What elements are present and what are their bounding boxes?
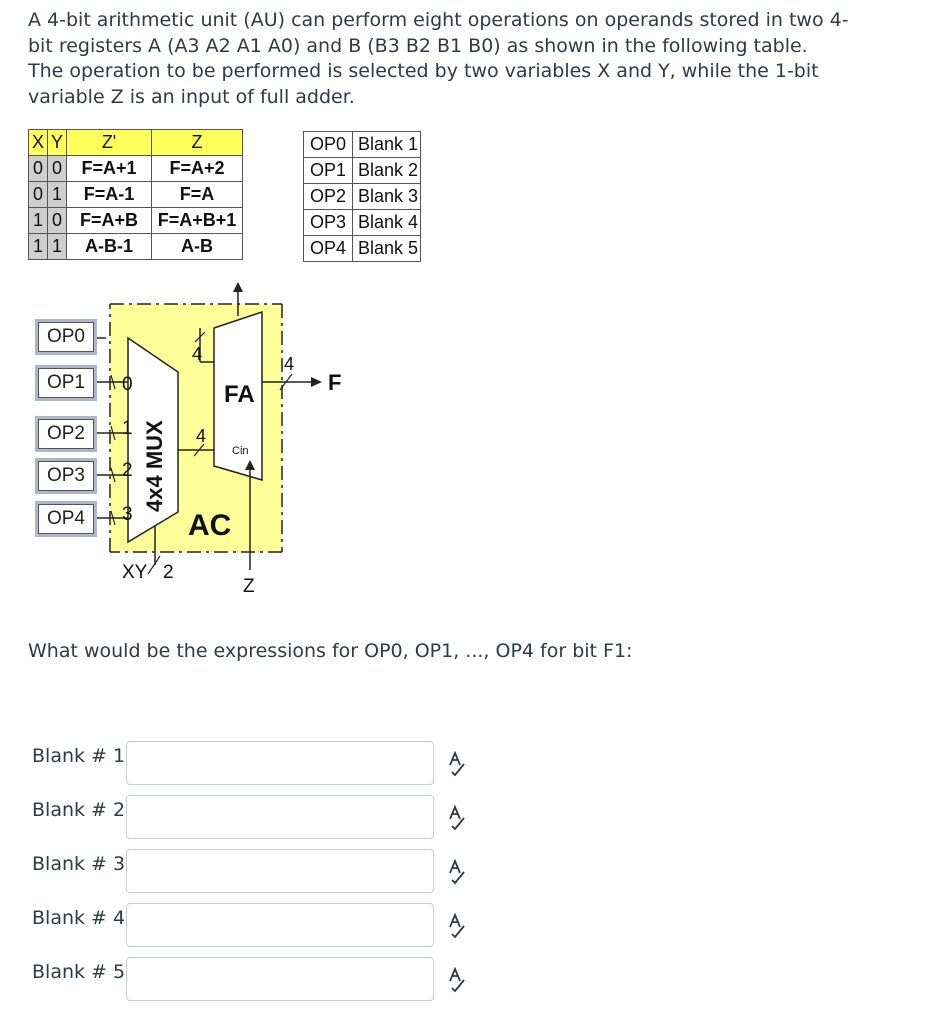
table-row xyxy=(29,234,243,260)
blank-label: Blank # 3 xyxy=(32,853,126,875)
mux-label: 4x4 MUX xyxy=(142,420,167,512)
table-cell: 1 xyxy=(29,234,48,260)
table-cell: Z xyxy=(152,130,243,156)
table-cell: OP3 xyxy=(304,210,353,236)
mux-input-3: 3 xyxy=(122,504,133,525)
table-cell: F=A+1 xyxy=(67,156,152,182)
spellcheck-icon[interactable] xyxy=(446,751,468,777)
table-row xyxy=(29,182,243,208)
blank-row-1 xyxy=(0,741,928,789)
select-tick xyxy=(148,556,160,574)
table-cell: Blank 2 xyxy=(353,158,421,184)
table-cell: 1 xyxy=(48,182,67,208)
op-box-4: OP4 xyxy=(38,504,94,534)
table-cell: 1 xyxy=(29,208,48,234)
blank-1-input[interactable] xyxy=(126,741,434,785)
bus-width-b: 4 xyxy=(196,426,207,446)
table-cell: 0 xyxy=(48,156,67,182)
output-label: F xyxy=(328,370,342,395)
table-cell: OP2 xyxy=(304,184,353,210)
table-cell: 0 xyxy=(29,156,48,182)
blank-label: Blank # 5 xyxy=(32,961,126,983)
z-label: Z xyxy=(243,576,255,597)
op-blank-table xyxy=(303,131,421,262)
table-header-row xyxy=(29,130,243,156)
mux-input-2: 2 xyxy=(122,460,133,481)
blank-row-2 xyxy=(0,795,928,843)
table-row xyxy=(304,132,421,158)
select-width: 2 xyxy=(163,562,174,583)
table-cell: F=A-1 xyxy=(67,182,152,208)
table-cell: Blank 1 xyxy=(353,132,421,158)
question-text xyxy=(28,8,908,110)
table-cell: 0 xyxy=(48,208,67,234)
question-line: A 4-bit arithmetic unit (AU) can perform eight operations on operands stored in two 4- xyxy=(28,9,849,31)
mux-input-1: 1 xyxy=(122,418,133,439)
table-cell: OP1 xyxy=(304,158,353,184)
question-line: bit registers A (A3 A2 A1 A0) and B (B3 B2 B1 B0) as shown in the following table. xyxy=(28,34,808,57)
cin-label: Cin xyxy=(232,445,249,457)
table-cell: OP4 xyxy=(304,236,353,262)
blank-row-4 xyxy=(0,903,928,951)
mux-input-0: 0 xyxy=(122,374,133,395)
table-cell: A-B xyxy=(152,234,243,260)
sub-question: What would be the expressions for OP0, OP1, ..., OP4 for bit F1: xyxy=(28,640,633,662)
table-cell: 0 xyxy=(29,182,48,208)
table-cell: Z' xyxy=(67,130,152,156)
blank-3-input[interactable] xyxy=(126,849,434,893)
question-line: The operation to be performed is selected by two variables X and Y, while the 1-bit xyxy=(28,60,819,82)
op-box-3: OP3 xyxy=(38,461,94,491)
blank-label: Blank # 1 xyxy=(32,745,126,767)
table-cell: Blank 5 xyxy=(353,236,421,262)
table-cell: Blank 3 xyxy=(353,184,421,210)
table-cell: OP0 xyxy=(304,132,353,158)
table-row xyxy=(304,158,421,184)
blank-row-5 xyxy=(0,957,928,1005)
operation-table xyxy=(28,129,243,260)
blank-4-input[interactable] xyxy=(126,903,434,947)
spellcheck-icon[interactable] xyxy=(446,967,468,993)
table-row xyxy=(29,156,243,182)
op-box-1: OP1 xyxy=(38,368,94,398)
spellcheck-icon[interactable] xyxy=(446,805,468,831)
bus-width-out: 4 xyxy=(284,354,295,374)
blank-row-3 xyxy=(0,849,928,897)
table-cell: 1 xyxy=(48,234,67,260)
table-row xyxy=(304,236,421,262)
table-cell: X xyxy=(29,130,48,156)
select-label: XY xyxy=(122,562,148,583)
op-box-0: OP0 xyxy=(38,322,94,352)
blank-label: Blank # 2 xyxy=(32,799,126,821)
op-box-2: OP2 xyxy=(38,419,94,449)
arrow-right-icon xyxy=(311,377,322,387)
blank-label: Blank # 4 xyxy=(32,907,126,929)
table-row xyxy=(304,184,421,210)
table-cell: F=A xyxy=(152,182,243,208)
table-row xyxy=(29,208,243,234)
table-cell: F=A+B+1 xyxy=(152,208,243,234)
table-cell: F=A+2 xyxy=(152,156,243,182)
table-row xyxy=(304,210,421,236)
bus-width-a: 4 xyxy=(192,344,203,364)
table-cell: A-B-1 xyxy=(67,234,152,260)
table-cell: Y xyxy=(48,130,67,156)
table-cell: Blank 4 xyxy=(353,210,421,236)
spellcheck-icon[interactable] xyxy=(446,913,468,939)
fa-label: FA xyxy=(224,381,255,408)
spellcheck-icon[interactable] xyxy=(446,859,468,885)
blank-5-input[interactable] xyxy=(126,957,434,1001)
arrow-up-icon xyxy=(233,282,243,292)
question-line: variable Z is an input of full adder. xyxy=(28,85,355,108)
table-cell: F=A+B xyxy=(67,208,152,234)
blank-2-input[interactable] xyxy=(126,795,434,839)
ac-label: AC xyxy=(188,509,232,542)
